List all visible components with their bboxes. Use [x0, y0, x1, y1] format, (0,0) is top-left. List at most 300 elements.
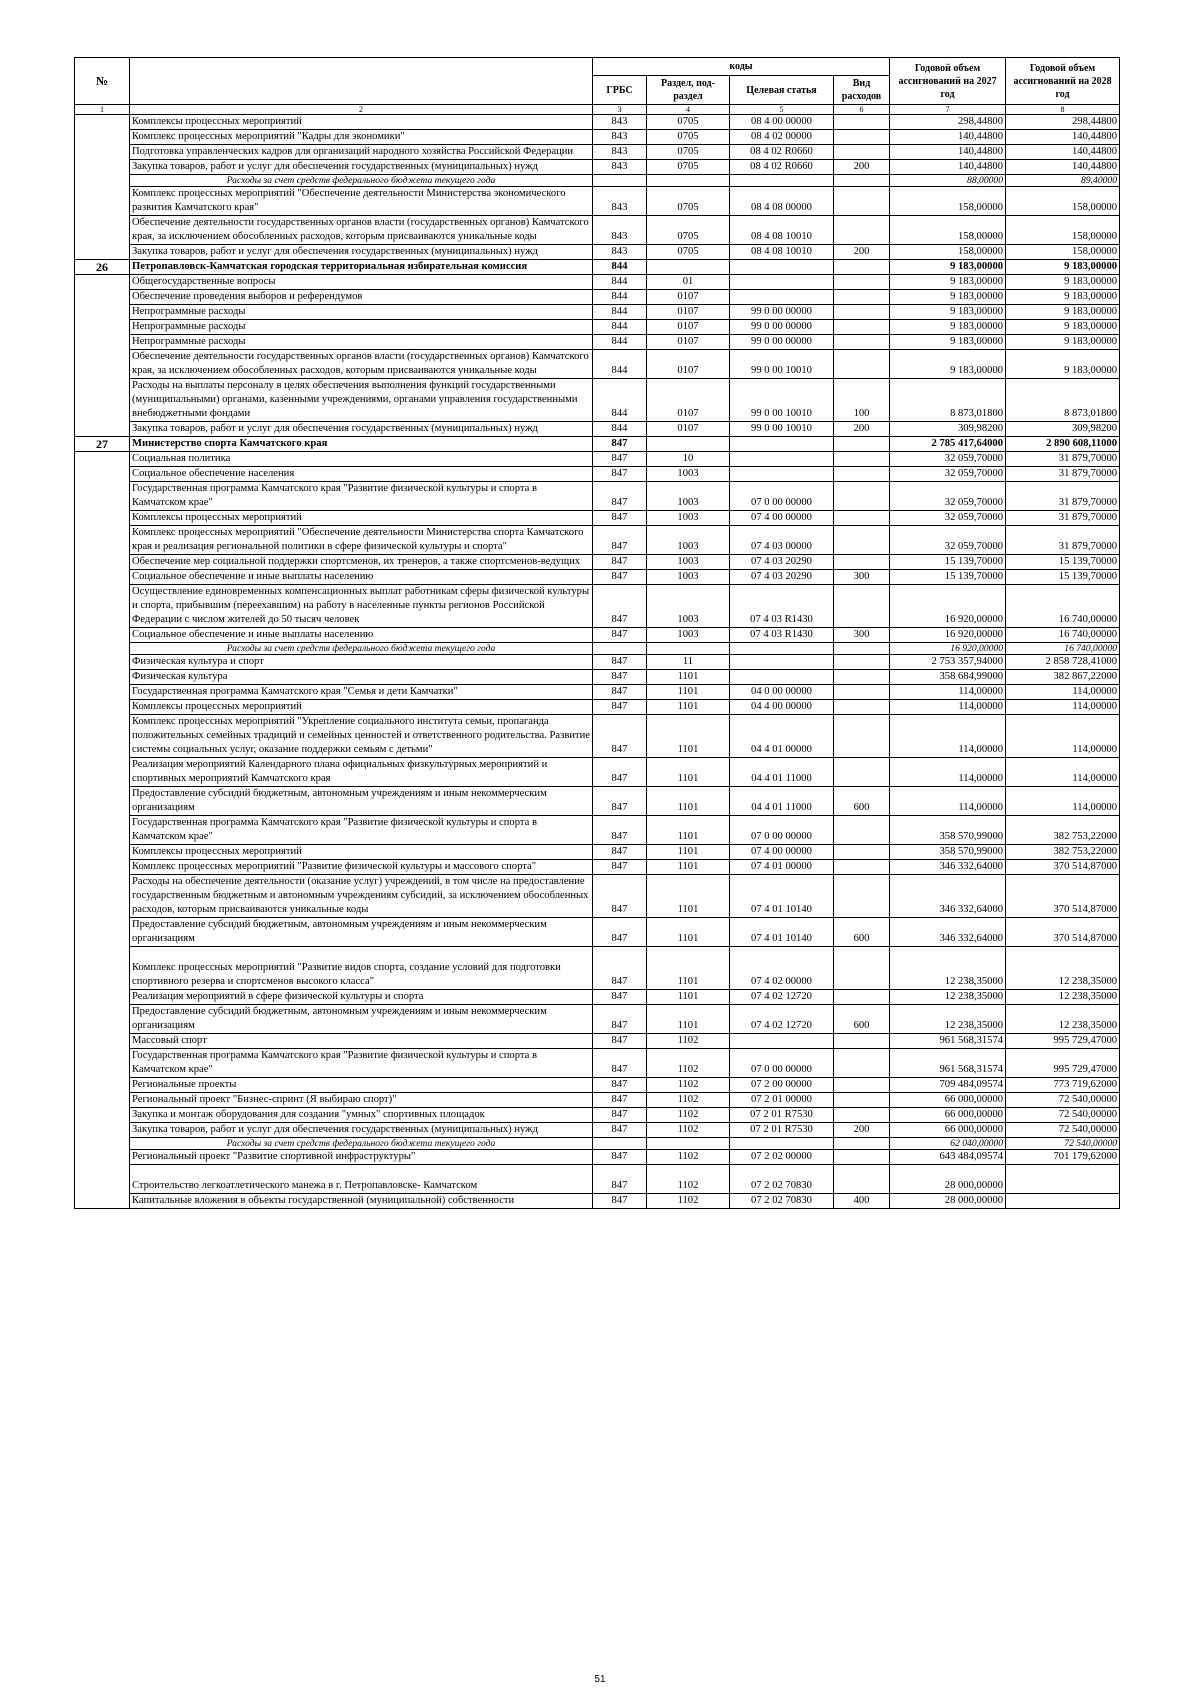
amount-2027: 140,44800 [890, 130, 1006, 145]
expense-name: Расходы за счет средств федерального бюджета текущего года [130, 175, 593, 187]
amount-2028: 31 879,70000 [1006, 511, 1120, 526]
amount-2027: 114,00000 [890, 758, 1006, 787]
amount-2028: 31 879,70000 [1006, 452, 1120, 467]
section-cell: 0705 [647, 145, 730, 160]
table-row [75, 570, 1120, 585]
header-2027: Годовой объем ассигнований на 2027 год [890, 58, 1006, 105]
section-cell: 1102 [647, 1049, 730, 1078]
expense-name: Предоставление субсидий бюджетным, автономным учреждениям и иным некоммерческим организациям [130, 918, 593, 947]
target-cell [730, 260, 834, 275]
expense-type-cell: 600 [834, 787, 890, 816]
expense-type-cell [834, 670, 890, 685]
table-row [75, 1165, 1120, 1194]
expense-name: Министерство спорта Камчатского края [130, 437, 593, 452]
table-row [75, 685, 1120, 700]
amount-2028: 2 890 608,11000 [1006, 437, 1120, 452]
table-row [75, 816, 1120, 845]
section-cell: 1102 [647, 1078, 730, 1093]
target-cell: 07 4 02 12720 [730, 990, 834, 1005]
expense-type-cell [834, 115, 890, 130]
amount-2027: 66 000,00000 [890, 1093, 1006, 1108]
expense-name: Комплекс процессных мероприятий "Укрепление социального института семьи, пропаганда положительных семейных традиций и семейных ценностей и ответственного родительства. Развитие системы социальных услуг, оказание поддержки семьям с детьми" [130, 715, 593, 758]
target-cell: 99 0 00 10010 [730, 379, 834, 422]
amount-2028: 9 183,00000 [1006, 275, 1120, 290]
amount-2027: 114,00000 [890, 700, 1006, 715]
grbs-cell: 847 [593, 570, 647, 585]
expense-name: Комплекс процессных мероприятий "Кадры для экономики" [130, 130, 593, 145]
amount-2028: 701 179,62000 [1006, 1150, 1120, 1165]
amount-2028: 382 867,22000 [1006, 670, 1120, 685]
table-row [75, 422, 1120, 437]
grbs-cell: 847 [593, 1150, 647, 1165]
expense-name: Закупка товаров, работ и услуг для обеспечения государственных (муниципальных) нужд [130, 422, 593, 437]
grbs-cell: 847 [593, 1005, 647, 1034]
expense-name: Региональный проект "Развитие спортивной инфраструктуры" [130, 1150, 593, 1165]
expense-type-cell [834, 816, 890, 845]
amount-2028: 370 514,87000 [1006, 860, 1120, 875]
amount-2027: 16 920,00000 [890, 628, 1006, 643]
target-cell [730, 643, 834, 655]
table-row [75, 335, 1120, 350]
grbs-cell: 847 [593, 1194, 647, 1209]
amount-2027: 140,44800 [890, 145, 1006, 160]
expense-type-cell [834, 187, 890, 216]
expense-type-cell [834, 526, 890, 555]
grbs-cell: 847 [593, 482, 647, 511]
amount-2028: 370 514,87000 [1006, 918, 1120, 947]
section-cell: 1003 [647, 585, 730, 628]
section-cell: 1101 [647, 875, 730, 918]
target-cell: 07 2 02 70830 [730, 1165, 834, 1194]
amount-2027: 961 568,31574 [890, 1034, 1006, 1049]
amount-2028: 309,98200 [1006, 422, 1120, 437]
target-cell: 07 4 01 10140 [730, 918, 834, 947]
grbs-cell [593, 1138, 647, 1150]
expense-name: Расходы на выплаты персоналу в целях обеспечения выполнения функций государственными (муниципальными) органами, казенными учреждениями, органами управления государственными внебюджетными фондами [130, 379, 593, 422]
section-cell: 1101 [647, 670, 730, 685]
expense-type-cell [834, 875, 890, 918]
target-cell: 07 4 02 12720 [730, 1005, 834, 1034]
expense-name: Социальное обеспечение населения [130, 467, 593, 482]
section-cell [647, 1138, 730, 1150]
row-number: 27 [75, 437, 130, 452]
amount-2027: 114,00000 [890, 685, 1006, 700]
section-cell: 0107 [647, 320, 730, 335]
grbs-cell: 847 [593, 875, 647, 918]
amount-2027: 358 684,99000 [890, 670, 1006, 685]
section-cell: 1101 [647, 700, 730, 715]
header-name [130, 58, 593, 105]
header-codes: коды [593, 58, 890, 76]
target-cell: 99 0 00 00000 [730, 320, 834, 335]
amount-2027: 15 139,70000 [890, 555, 1006, 570]
table-row [75, 511, 1120, 526]
expense-type-cell [834, 585, 890, 628]
amount-2027: 358 570,99000 [890, 816, 1006, 845]
grbs-cell: 847 [593, 526, 647, 555]
section-cell: 0705 [647, 245, 730, 260]
target-cell: 07 4 00 00000 [730, 511, 834, 526]
expense-type-cell [834, 758, 890, 787]
expense-type-cell: 600 [834, 1005, 890, 1034]
target-cell: 08 4 08 00000 [730, 187, 834, 216]
expense-type-cell [834, 1049, 890, 1078]
section-cell: 1003 [647, 467, 730, 482]
amount-2027: 961 568,31574 [890, 1049, 1006, 1078]
table-row [75, 918, 1120, 947]
amount-2027: 9 183,00000 [890, 305, 1006, 320]
amount-2028: 114,00000 [1006, 700, 1120, 715]
column-number: 1 [75, 105, 130, 115]
column-number: 7 [890, 105, 1006, 115]
target-cell: 04 4 01 11000 [730, 758, 834, 787]
grbs-cell: 844 [593, 320, 647, 335]
section-cell: 1101 [647, 787, 730, 816]
expense-name: Обеспечение проведения выборов и референдумов [130, 290, 593, 305]
amount-2028: 15 139,70000 [1006, 570, 1120, 585]
target-cell: 08 4 00 00000 [730, 115, 834, 130]
section-cell: 1003 [647, 628, 730, 643]
table-row [75, 655, 1120, 670]
expense-type-cell [834, 452, 890, 467]
table-row [75, 758, 1120, 787]
grbs-cell: 847 [593, 1078, 647, 1093]
expense-type-cell [834, 175, 890, 187]
grbs-cell: 847 [593, 685, 647, 700]
target-cell: 07 2 02 70830 [730, 1194, 834, 1209]
expense-type-cell [834, 320, 890, 335]
grbs-cell: 847 [593, 918, 647, 947]
amount-2027: 9 183,00000 [890, 275, 1006, 290]
amount-2027: 346 332,64000 [890, 918, 1006, 947]
expense-type-cell: 100 [834, 379, 890, 422]
amount-2027: 16 920,00000 [890, 585, 1006, 628]
expense-type-cell: 200 [834, 422, 890, 437]
target-cell: 07 2 01 R7530 [730, 1123, 834, 1138]
section-cell: 1101 [647, 715, 730, 758]
target-cell: 08 4 02 R0660 [730, 145, 834, 160]
target-cell: 08 4 02 00000 [730, 130, 834, 145]
amount-2027: 9 183,00000 [890, 290, 1006, 305]
section-cell: 0705 [647, 160, 730, 175]
grbs-cell: 844 [593, 305, 647, 320]
amount-2027: 358 570,99000 [890, 845, 1006, 860]
section-cell: 1101 [647, 816, 730, 845]
target-cell: 07 4 01 10140 [730, 875, 834, 918]
amount-2027: 12 238,35000 [890, 1005, 1006, 1034]
table-row [75, 216, 1120, 245]
expense-name: Региональные проекты [130, 1078, 593, 1093]
expense-type-cell [834, 685, 890, 700]
section-cell: 1003 [647, 555, 730, 570]
table-row [75, 305, 1120, 320]
table-row [75, 160, 1120, 175]
section-cell: 1102 [647, 1165, 730, 1194]
grbs-cell: 847 [593, 628, 647, 643]
amount-2028: 140,44800 [1006, 130, 1120, 145]
target-cell: 99 0 00 10010 [730, 350, 834, 379]
target-cell: 04 4 01 11000 [730, 787, 834, 816]
expense-name: Предоставление субсидий бюджетным, автономным учреждениям и иным некоммерческим организациям [130, 787, 593, 816]
expense-name: Комплекс процессных мероприятий "Обеспечение деятельности Министерства экономического развития Камчатского края" [130, 187, 593, 216]
amount-2028: 995 729,47000 [1006, 1034, 1120, 1049]
grbs-cell: 847 [593, 1108, 647, 1123]
expense-name: Государственная программа Камчатского края "Развитие физической культуры и спорта в Камчатском крае" [130, 1049, 593, 1078]
expense-name: Физическая культура и спорт [130, 655, 593, 670]
table-row [75, 715, 1120, 758]
table-row [75, 1093, 1120, 1108]
section-cell: 1101 [647, 918, 730, 947]
expense-name: Комплекс процессных мероприятий "Обеспечение деятельности Министерства спорта Камчатского края и реализация региональной политики в сфере физической культуры и спорта" [130, 526, 593, 555]
section-cell: 1003 [647, 511, 730, 526]
target-cell: 08 4 08 10010 [730, 245, 834, 260]
table-row [75, 1049, 1120, 1078]
table-row [75, 245, 1120, 260]
amount-2028: 995 729,47000 [1006, 1049, 1120, 1078]
expense-type-cell [834, 947, 890, 990]
amount-2028: 158,00000 [1006, 187, 1120, 216]
federal-budget-row [75, 643, 1120, 655]
expense-name: Комплексы процессных мероприятий [130, 511, 593, 526]
expense-type-cell [834, 482, 890, 511]
section-cell [647, 260, 730, 275]
column-numbers-row [75, 105, 1120, 115]
expense-type-cell [834, 216, 890, 245]
grbs-cell: 847 [593, 787, 647, 816]
grbs-cell: 847 [593, 467, 647, 482]
section-cell: 1102 [647, 1108, 730, 1123]
expense-name: Расходы за счет средств федерального бюджета текущего года [130, 643, 593, 655]
expense-name: Предоставление субсидий бюджетным, автономным учреждениям и иным некоммерческим организациям [130, 1005, 593, 1034]
table-row [75, 787, 1120, 816]
expense-type-cell [834, 1138, 890, 1150]
table-row [75, 130, 1120, 145]
table-header [75, 58, 1120, 115]
grbs-cell: 847 [593, 585, 647, 628]
grbs-cell: 844 [593, 290, 647, 305]
target-cell: 07 2 01 00000 [730, 1093, 834, 1108]
target-cell [730, 670, 834, 685]
amount-2028: 382 753,22000 [1006, 845, 1120, 860]
target-cell [730, 655, 834, 670]
section-cell: 1102 [647, 1093, 730, 1108]
table-row [75, 1108, 1120, 1123]
amount-2028: 9 183,00000 [1006, 335, 1120, 350]
expense-type-cell [834, 1034, 890, 1049]
grbs-cell: 844 [593, 422, 647, 437]
amount-2027: 62 040,00000 [890, 1138, 1006, 1150]
amount-2028: 9 183,00000 [1006, 305, 1120, 320]
section-cell: 0705 [647, 115, 730, 130]
grbs-cell: 843 [593, 130, 647, 145]
target-cell: 07 0 00 00000 [730, 482, 834, 511]
grbs-cell: 847 [593, 758, 647, 787]
grbs-cell: 844 [593, 379, 647, 422]
grbs-cell: 844 [593, 275, 647, 290]
expense-name: Комплексы процессных мероприятий [130, 700, 593, 715]
target-cell: 04 4 00 00000 [730, 700, 834, 715]
amount-2027: 32 059,70000 [890, 511, 1006, 526]
grbs-cell: 847 [593, 670, 647, 685]
grbs-cell: 843 [593, 115, 647, 130]
expense-name: Петропавловск-Камчатская городская территориальная избирательная комиссия [130, 260, 593, 275]
expense-type-cell [834, 130, 890, 145]
target-cell: 07 2 00 00000 [730, 1078, 834, 1093]
grbs-cell: 847 [593, 700, 647, 715]
header-grbs: ГРБС [593, 76, 647, 105]
target-cell: 99 0 00 10010 [730, 422, 834, 437]
header-2028: Годовой объем ассигнований на 2028 год [1006, 58, 1120, 105]
expense-name: Комплекс процессных мероприятий "Развитие физической культуры и массового спорта" [130, 860, 593, 875]
expense-name: Непрограммные расходы [130, 305, 593, 320]
expense-type-cell: 300 [834, 570, 890, 585]
table-row [75, 990, 1120, 1005]
target-cell: 04 4 01 00000 [730, 715, 834, 758]
target-cell: 07 4 03 R1430 [730, 628, 834, 643]
section-cell [647, 643, 730, 655]
grbs-cell: 844 [593, 350, 647, 379]
federal-budget-row [75, 1138, 1120, 1150]
expense-type-cell: 600 [834, 918, 890, 947]
amount-2027: 16 920,00000 [890, 643, 1006, 655]
amount-2028: 89,40000 [1006, 175, 1120, 187]
target-cell: 08 4 08 10010 [730, 216, 834, 245]
amount-2027: 114,00000 [890, 787, 1006, 816]
table-row [75, 187, 1120, 216]
expense-name: Расходы на обеспечение деятельности (оказание услуг) учреждений, в том числе на предоставление государственным бюджетным и автономным учреждениям субсидий, за исключением обособленных расходов, которым присваиваются уникальные коды [130, 875, 593, 918]
amount-2028: 370 514,87000 [1006, 875, 1120, 918]
section-cell [647, 175, 730, 187]
header-num: № [75, 58, 130, 105]
expense-type-cell [834, 145, 890, 160]
amount-2028: 72 540,00000 [1006, 1138, 1120, 1150]
section-cell: 1102 [647, 1194, 730, 1209]
amount-2028 [1006, 1194, 1120, 1209]
table-row [75, 1194, 1120, 1209]
amount-2028: 773 719,62000 [1006, 1078, 1120, 1093]
expense-type-cell [834, 1108, 890, 1123]
section-cell: 1101 [647, 845, 730, 860]
expense-name: Государственная программа Камчатского края "Семья и дети Камчатки" [130, 685, 593, 700]
amount-2027: 2 753 357,94000 [890, 655, 1006, 670]
grbs-cell [593, 175, 647, 187]
section-cell: 0107 [647, 305, 730, 320]
amount-2028: 16 740,00000 [1006, 628, 1120, 643]
section-cell: 1003 [647, 482, 730, 511]
amount-2027: 309,98200 [890, 422, 1006, 437]
amount-2028: 2 858 728,41000 [1006, 655, 1120, 670]
grbs-cell: 847 [593, 1165, 647, 1194]
expense-type-cell: 200 [834, 245, 890, 260]
amount-2028: 12 238,35000 [1006, 947, 1120, 990]
grbs-cell: 847 [593, 715, 647, 758]
expense-type-cell [834, 305, 890, 320]
table-row [75, 275, 1120, 290]
table-row [75, 115, 1120, 130]
section-cell: 0705 [647, 216, 730, 245]
amount-2028: 9 183,00000 [1006, 350, 1120, 379]
expense-name: Осуществление единовременных компенсационных выплат работникам сферы физической культуры и спорта, прибывшим (переехавшим) на работу в населенные пункты регионов Российской Федерации с числом жителей до 50 тысяч человек [130, 585, 593, 628]
amount-2027: 158,00000 [890, 187, 1006, 216]
table-row [75, 1078, 1120, 1093]
expense-name: Непрограммные расходы [130, 320, 593, 335]
amount-2027: 346 332,64000 [890, 860, 1006, 875]
target-cell: 07 2 02 00000 [730, 1150, 834, 1165]
grbs-cell: 847 [593, 437, 647, 452]
grbs-cell: 843 [593, 145, 647, 160]
expense-type-cell [834, 555, 890, 570]
expense-type-cell: 200 [834, 1123, 890, 1138]
column-number: 5 [730, 105, 834, 115]
table-row [75, 1034, 1120, 1049]
expense-name: Реализация мероприятий Календарного плана официальных физкультурных мероприятий и спортивных мероприятий Камчатского края [130, 758, 593, 787]
table-row [75, 555, 1120, 570]
section-cell: 0107 [647, 335, 730, 350]
section-cell: 0107 [647, 350, 730, 379]
expense-name: Комплекс процессных мероприятий "Развитие видов спорта, создание условий для подготовки спортивного резерва и спортсменов высокого класса" [130, 947, 593, 990]
expense-type-cell [834, 1078, 890, 1093]
expense-name: Подготовка управленческих кадров для организаций народного хозяйства Российской Федерации [130, 145, 593, 160]
amount-2028: 9 183,00000 [1006, 290, 1120, 305]
amount-2027: 140,44800 [890, 160, 1006, 175]
table-row [75, 1005, 1120, 1034]
table-row [75, 1123, 1120, 1138]
expense-type-cell [834, 437, 890, 452]
section-cell: 1101 [647, 1005, 730, 1034]
amount-2028: 114,00000 [1006, 758, 1120, 787]
amount-2028: 72 540,00000 [1006, 1108, 1120, 1123]
table-row [75, 947, 1120, 990]
target-cell [730, 1034, 834, 1049]
amount-2027: 2 785 417,64000 [890, 437, 1006, 452]
amount-2028: 12 238,35000 [1006, 1005, 1120, 1034]
expense-type-cell: 300 [834, 628, 890, 643]
target-cell: 99 0 00 00000 [730, 305, 834, 320]
amount-2028 [1006, 1165, 1120, 1194]
table-row [75, 670, 1120, 685]
table-row [75, 845, 1120, 860]
expense-type-cell [834, 655, 890, 670]
section-cell: 10 [647, 452, 730, 467]
grbs-cell: 843 [593, 216, 647, 245]
amount-2027: 158,00000 [890, 216, 1006, 245]
column-number: 6 [834, 105, 890, 115]
expense-name: Социальное обеспечение и иные выплаты населению [130, 570, 593, 585]
section-cell: 1102 [647, 1150, 730, 1165]
target-cell: 08 4 02 R0660 [730, 160, 834, 175]
amount-2028: 72 540,00000 [1006, 1123, 1120, 1138]
amount-2027: 9 183,00000 [890, 260, 1006, 275]
expense-name: Капитальные вложения в объекты государственной (муниципальной) собственности [130, 1194, 593, 1209]
target-cell: 07 0 00 00000 [730, 1049, 834, 1078]
amount-2027: 88,00000 [890, 175, 1006, 187]
amount-2027: 9 183,00000 [890, 335, 1006, 350]
table-row [75, 875, 1120, 918]
grbs-cell: 847 [593, 1093, 647, 1108]
amount-2027: 9 183,00000 [890, 350, 1006, 379]
target-cell: 07 4 03 20290 [730, 570, 834, 585]
amount-2027: 709 484,09574 [890, 1078, 1006, 1093]
section-cell: 1003 [647, 570, 730, 585]
amount-2027: 9 183,00000 [890, 320, 1006, 335]
amount-2028: 9 183,00000 [1006, 320, 1120, 335]
expense-type-cell: 400 [834, 1194, 890, 1209]
expense-name: Государственная программа Камчатского края "Развитие физической культуры и спорта в Камчатском крае" [130, 482, 593, 511]
expense-type-cell: 200 [834, 160, 890, 175]
grbs-cell: 847 [593, 655, 647, 670]
amount-2028: 31 879,70000 [1006, 526, 1120, 555]
expense-name: Комплексы процессных мероприятий [130, 845, 593, 860]
